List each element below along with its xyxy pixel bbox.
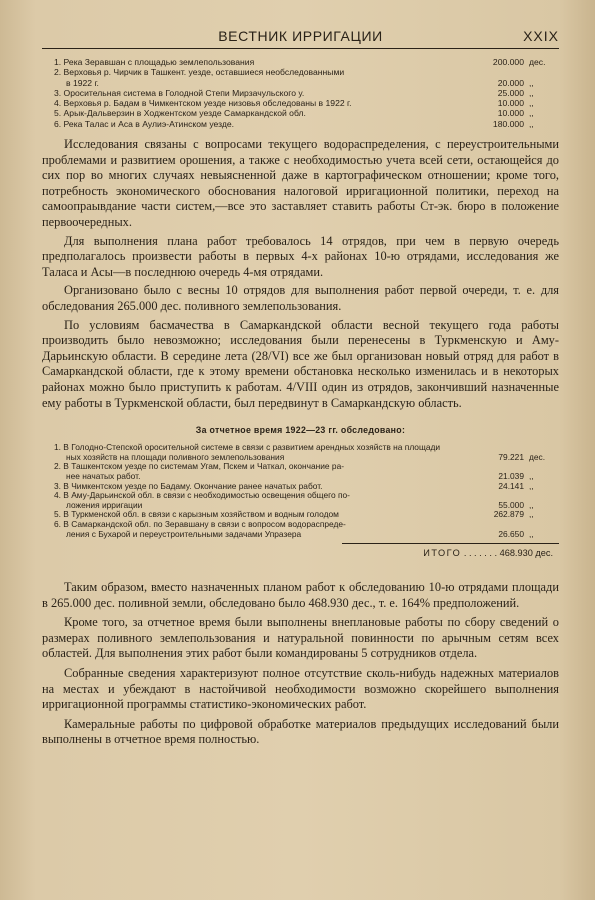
running-header (42, 28, 559, 49)
paragraph: Таким образом, вместо назначенных планом работ к обследованию 10-ю отрядами площади в 265.000 дес. поливной земли, обследовано было 468.930 дес., т. е. 164% предположений. (42, 580, 559, 610)
table-row (42, 462, 559, 472)
row-value: 10.000 (497, 98, 524, 109)
total-unit: дес. (535, 548, 553, 559)
section-title: За отчетное время 1922—23 гг. обследовано: (195, 425, 406, 436)
table-row (42, 520, 559, 530)
table-row (42, 472, 559, 482)
table-row (42, 491, 559, 501)
paragraph: Для выполнения плана работ требовалось 14 отрядов, при чем в первую очередь предполагалось произвести работы в первых 4-х районах 10-ю отрядами, исследования же Таласа и Асы—в последнюю очередь 4-мя отрядами. (42, 233, 559, 279)
total-dots: . . . . . . . (463, 548, 500, 559)
row-text: 6. В Самаркандской обл. по Зеравшану в связи с вопросом водораспреде- (54, 519, 346, 529)
row-text: ных хозяйств на площади поливного землепользования (66, 452, 285, 462)
row-value: 200.000 (492, 57, 524, 67)
row-unit: ,, (529, 528, 534, 539)
row-value: 20.000 (497, 77, 524, 88)
row-unit: ,, (529, 480, 534, 491)
table-row (42, 88, 559, 98)
total-value: 468.930 (499, 548, 533, 559)
row-text: 6. Река Талас и Аса в Аулиэ-Атинском уезде. (54, 118, 235, 129)
row-text: 5. Арык-Дальверзин в Ходжентском уезде Самаркандской обл. (54, 108, 306, 119)
row-text: 4. Верховья р. Бадам в Чимкентском уезде низовья обследованы в 1922 г. (54, 98, 352, 109)
row-text: в 1922 г. (66, 77, 99, 88)
row-value: 25.000 (497, 87, 524, 98)
row-unit: дес. (529, 57, 546, 67)
paragraph: Кроме того, за отчетное время были выполнены внеплановые работы по сбору сведений о размерах поливного землепользования и натуральной повинности по арычным сетям всех областей. Для выполнения этих работ были командированы 5 сотрудников отдела. (42, 615, 559, 661)
row-unit: ,, (529, 77, 534, 88)
table-row (42, 108, 559, 118)
row-text: 2. Верховья р. Чирчик в Ташкент. уезде, оставшиеся необследованными (54, 67, 345, 78)
row-value: 10.000 (497, 108, 524, 119)
row-unit: ,, (529, 98, 534, 109)
page-number: XXIX (523, 28, 559, 44)
row-text: 1. Река Зеравшан с площадью землепользования (54, 57, 255, 67)
row-unit: ,, (529, 470, 534, 481)
row-value: 55.000 (498, 499, 524, 510)
rivers-table (42, 57, 559, 129)
row-unit: ,, (529, 118, 534, 129)
row-unit: дес. (529, 451, 546, 462)
row-text: ления с Бухарой и переустроительными задачами Упразера (66, 529, 302, 539)
row-text: 5. В Туркменской обл. в связи с карызным хозяйством и водным голодом (54, 510, 339, 520)
total-row (42, 548, 559, 558)
row-text: нее начатых работ. (66, 471, 141, 481)
paragraph: Камеральные работы по цифровой обработке материалов предыдущих исследований были выполнены в отчетное время полностью. (42, 716, 559, 747)
table-row (42, 78, 559, 88)
total-rule (342, 543, 559, 544)
table-row (42, 119, 559, 129)
paragraph: Организовано было с весны 10 отрядов для выполнения работ первой очереди, т. е. для обследования 265.000 дес. поливного землепользования. (42, 283, 559, 314)
table-row (42, 530, 559, 540)
table-row (42, 98, 559, 108)
table-row (42, 510, 559, 520)
row-value: 24.141 (498, 480, 524, 491)
total-label: ИТОГО (423, 548, 462, 559)
journal-title: ВЕСТНИК ИРРИГАЦИИ (218, 28, 383, 44)
paragraph: Исследования связаны с вопросами текущего водораспределения, с переустроительными проблемами и развитием орошения, а также с необходимостью учета всей сети, остающейся до сих пор во многих случаях невыясненной даже в картографическом отношении; кроме того, потребность экономического обоснования налоговой ирригационной политики, переход на самоопраывдание части систем,—все это заставляет ставить работы Ст-эк. бюро в положение первоочередных. (42, 137, 559, 230)
row-value: 26.650 (498, 528, 524, 539)
table-row (42, 482, 559, 492)
table-row (42, 57, 559, 67)
table-row (42, 501, 559, 511)
row-unit: ,, (529, 87, 534, 98)
row-value: 79.221 (498, 451, 524, 462)
row-unit: ,, (529, 509, 534, 520)
table-row (42, 443, 559, 453)
row-value: 21.039 (498, 470, 524, 481)
row-unit: ,, (529, 108, 534, 119)
row-text: ложения ирригации (66, 500, 143, 510)
paragraph: По условиям басмачества в Самаркандской области весной текущего года работы производить было невозможно; исследования были перенесены в Туркменскую и Аму-Дарьинскую области. В середине лета (28/VI) все же был организован новый отряд для работ в Самаркандской области, где к этому времени обстановка несколько изменилась и в некоторых районах можно было приступить к работам. 4/VIII один из отрядов, закончивший назначенные ему работы в Туркменской области, был передвинут в Самаркандскую область. (42, 317, 559, 410)
surveyed-table (42, 443, 559, 539)
row-text: 4. В Аму-Дарьинской обл. в связи с необходимостью освещения общего по- (54, 491, 350, 501)
table-row (42, 453, 559, 463)
row-unit: ,, (529, 499, 534, 510)
row-text: 1. В Голодно-Степской оросительной системе в связи с развитием арендных хозяйств на площади (54, 443, 441, 453)
row-text: 3. В Чимкентском уезде по Бадаму. Окончание ранее начатых работ. (54, 481, 323, 491)
row-value: 180.000 (492, 118, 524, 129)
table-row (42, 67, 559, 77)
paragraph: Собранные сведения характеризуют полное отсутствие сколь-нибудь надежных материалов на местах и убеждают в настойчивой необходимости возможно скорейшего выполнения ирригационной программы статистико-экономических работ. (42, 666, 559, 712)
row-value: 262.879 (493, 509, 524, 520)
row-text: 2. В Ташкентском уезде по системам Угам, Пскем и Чаткал, окончание ра- (54, 462, 345, 472)
row-text: 3. Оросительная система в Голодной Степи Мирзачульского у. (54, 87, 305, 98)
